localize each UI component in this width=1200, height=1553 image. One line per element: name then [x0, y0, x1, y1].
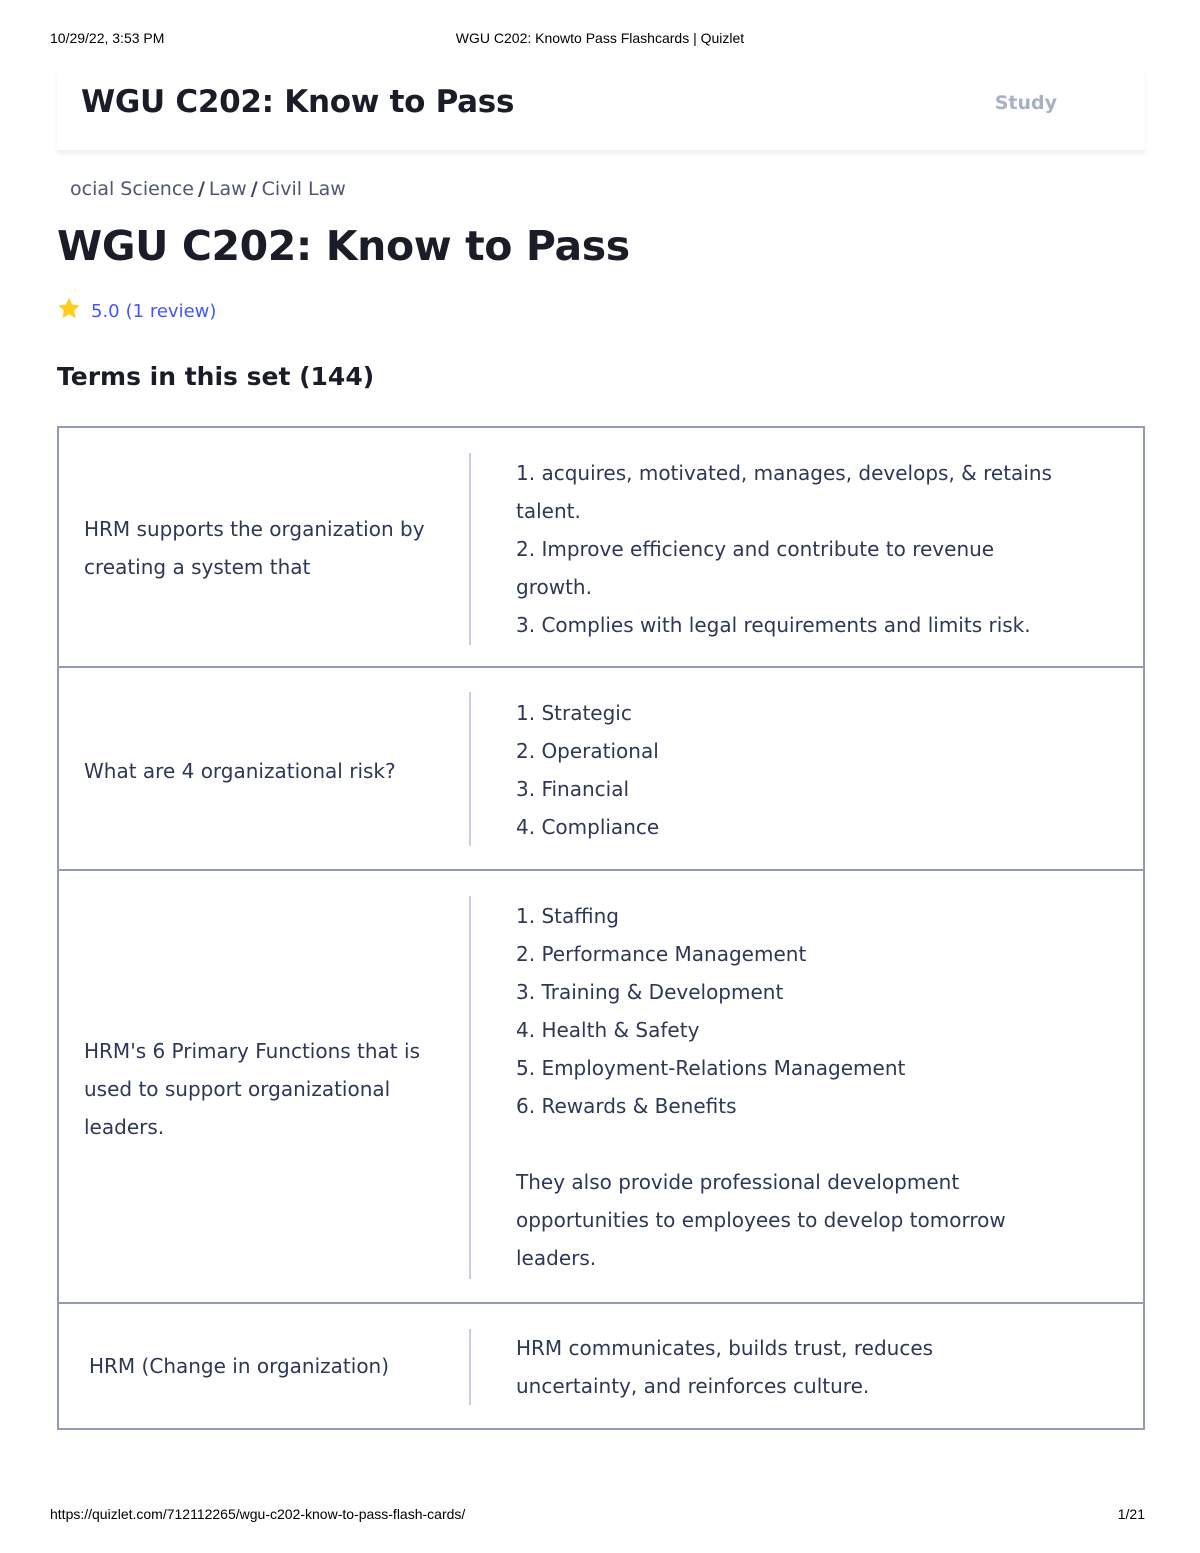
definition-line: 6. Rewards & Benefits	[516, 1094, 737, 1118]
print-page-number: 1/21	[1117, 1506, 1145, 1522]
definition-line: 3. Complies with legal requirements and limits risk.	[516, 613, 1031, 637]
term-card	[57, 869, 1145, 1304]
card-definition	[516, 897, 1116, 1277]
card-term: What are 4 organizational risk?	[84, 759, 396, 783]
print-datetime: 10/29/22, 3:53 PM	[50, 30, 165, 46]
study-button[interactable]: Study	[994, 92, 1057, 114]
definition-line: 2. Operational	[516, 739, 659, 763]
card-divider	[469, 1329, 471, 1405]
star-shape	[58, 298, 79, 318]
page-title: WGU C202: Know to Pass	[57, 222, 630, 270]
definition-line: 4. Compliance	[516, 815, 660, 839]
card-term: HRM's 6 Primary Functions that is used to support organizational leaders.	[84, 1039, 420, 1139]
term-card	[57, 1302, 1145, 1430]
print-footer	[0, 1506, 1200, 1526]
breadcrumb	[70, 178, 346, 200]
print-page-title: WGU C202: Knowto Pass Flashcards | Quizlet	[455, 30, 745, 46]
definition-line: 5. Employment-Relations Management	[516, 1056, 906, 1080]
header-set-title: WGU C202: Know to Pass	[81, 84, 515, 120]
definition-note: They also provide professional development opportunities to employees to develop tomorrow leaders.	[516, 1170, 1006, 1270]
star-icon	[57, 297, 91, 325]
definition-line: talent.	[516, 499, 581, 523]
card-divider	[469, 896, 471, 1279]
set-header-bar	[57, 70, 1145, 151]
print-url: https://quizlet.com/712112265/wgu-c202-know-to-pass-flash-cards/	[50, 1506, 466, 1522]
definition-line: 2. Improve efficiency and contribute to revenue	[516, 537, 995, 561]
definition-line: 3. Financial	[516, 777, 630, 801]
breadcrumb-separator: /	[250, 178, 258, 200]
definition-spacer	[516, 1125, 1116, 1163]
term-card	[57, 666, 1145, 871]
breadcrumb-item-civil-law[interactable]: Civil Law	[261, 178, 346, 200]
card-term: HRM (Change in organization)	[89, 1354, 390, 1378]
print-header	[0, 30, 1200, 50]
card-definition	[516, 694, 1116, 846]
card-divider	[469, 692, 471, 846]
card-divider	[469, 453, 471, 645]
definition-line: 1. acquires, motivated, manages, develops, & retains	[516, 461, 1052, 485]
term-card	[57, 426, 1145, 668]
breadcrumb-item-law[interactable]: Law	[208, 178, 247, 200]
definition-text: HRM communicates, builds trust, reduces uncertainty, and reinforces culture.	[516, 1336, 934, 1398]
breadcrumb-separator: /	[197, 178, 205, 200]
definition-line: 2. Performance Management	[516, 942, 807, 966]
definition-line: 1. Staffing	[516, 904, 619, 928]
card-definition	[516, 1329, 1116, 1405]
card-term: HRM supports the organization by creating a system that	[84, 517, 425, 579]
definition-line: 1. Strategic	[516, 701, 632, 725]
definition-line: growth.	[516, 575, 592, 599]
breadcrumb-item-social-science[interactable]: ocial Science	[70, 178, 194, 200]
rating-value: 5.0	[91, 300, 120, 322]
rating[interactable]	[57, 297, 216, 325]
terms-heading: Terms in this set (144)	[57, 362, 375, 391]
definition-line: 4. Health & Safety	[516, 1018, 700, 1042]
rating-review-count: (1 review)	[125, 300, 217, 322]
definition-line: 3. Training & Development	[516, 980, 784, 1004]
card-definition	[516, 454, 1116, 644]
